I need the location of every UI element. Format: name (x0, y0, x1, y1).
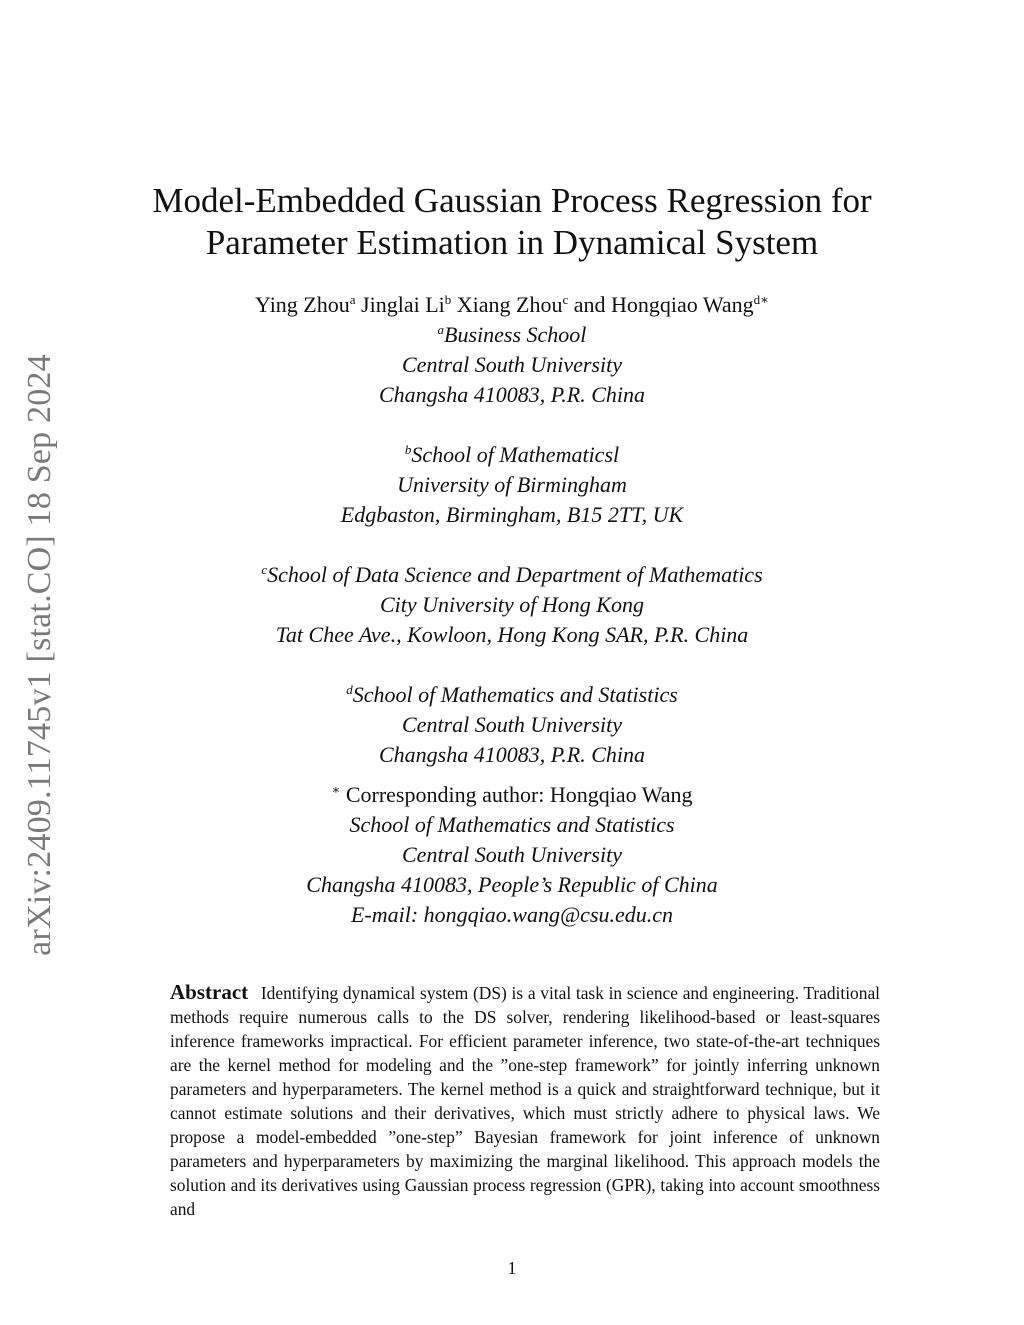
paper-title (0, 180, 1024, 264)
corresponding-line: Changsha 410083, People’s Republic of China (306, 872, 718, 897)
author-superscript: c (562, 292, 569, 307)
affiliation-line: School of Mathematicsl (411, 442, 620, 467)
corresponding-email: E-mail: hongqiao.wang@csu.edu.cn (350, 902, 674, 927)
affiliation-superscript: b (404, 442, 412, 457)
author-name: Jinglai Li (361, 292, 445, 317)
page-number: 1 (507, 1258, 517, 1278)
affiliation-line: Edgbaston, Birmingham, B15 2TT, UK (340, 502, 684, 527)
corresponding-line: School of Mathematics and Statistics (349, 812, 675, 837)
affiliation-a (0, 320, 1024, 410)
author-name: Ying Zhou (255, 292, 350, 317)
author-name: Xiang Zhou (456, 292, 563, 317)
affiliation-line: Tat Chee Ave., Kowloon, Hong Kong SAR, P.R. China (275, 622, 749, 647)
affiliation-superscript: d (346, 682, 353, 697)
author-superscript: b (444, 292, 452, 307)
affiliation-line: Central South University (402, 352, 622, 377)
affiliation-line: Business School (444, 322, 587, 347)
affiliation-line: City University of Hong Kong (380, 592, 644, 617)
author-superscript: a (349, 292, 356, 307)
abstract-heading: Abstract (170, 980, 249, 1004)
affiliation-superscript: a (437, 322, 445, 337)
title-line-2: Parameter Estimation in Dynamical System (205, 223, 819, 262)
affiliation-superscript: c (261, 562, 268, 577)
title-line-1: Model-Embedded Gaussian Process Regression for (152, 181, 872, 220)
author-list (0, 290, 1024, 320)
affiliation-line: School of Data Science and Department of Mathematics (267, 562, 763, 587)
corresponding-line: Central South University (402, 842, 622, 867)
affiliation-line: Changsha 410083, P.R. China (378, 742, 646, 767)
affiliation-line: Central South University (402, 712, 622, 737)
affiliation-line: Changsha 410083, P.R. China (378, 382, 646, 407)
affiliation-b (0, 440, 1024, 530)
author-name: Hongqiao Wang (611, 292, 754, 317)
abstract-section (170, 980, 880, 1221)
affiliation-d (0, 680, 1024, 770)
arxiv-identifier-stamp: arXiv:2409.11745v1 [stat.CO] 18 Sep 2024 (21, 354, 58, 956)
corresponding-author-label: Corresponding author: Hongqiao Wang (345, 782, 693, 807)
affiliation-line: University of Birmingham (397, 472, 627, 497)
authors-conjunction: and (573, 292, 606, 317)
corresponding-author-block (0, 780, 1024, 930)
corresponding-superscript: ∗ (331, 782, 341, 797)
author-superscript: d∗ (753, 292, 769, 307)
affiliation-line: School of Mathematics and Statistics (352, 682, 678, 707)
affiliation-c (0, 560, 1024, 650)
abstract-text: Identifying dynamical system (DS) is a vital task in science and engineering. Traditional methods require numerous calls to the DS solver, rendering likelihood-based or least-squares inference frameworks impractical. For efficient parameter inference, two state-of-the-art techniques are the kernel method for modeling and the ”one-step framework” for jointly inferring unknown parameters and hyperparameters. The kernel method is a quick and straightforward technique, but it cannot estimate solutions and their derivatives, which must strictly adhere to physical laws. We propose a model-embedded ”one-step” Bayesian framework for joint inference of unknown parameters and hyperparameters by maximizing the marginal likelihood. This approach models the solution and its derivatives using Gaussian process regression (GPR), taking into account smoothness and (170, 983, 880, 1219)
